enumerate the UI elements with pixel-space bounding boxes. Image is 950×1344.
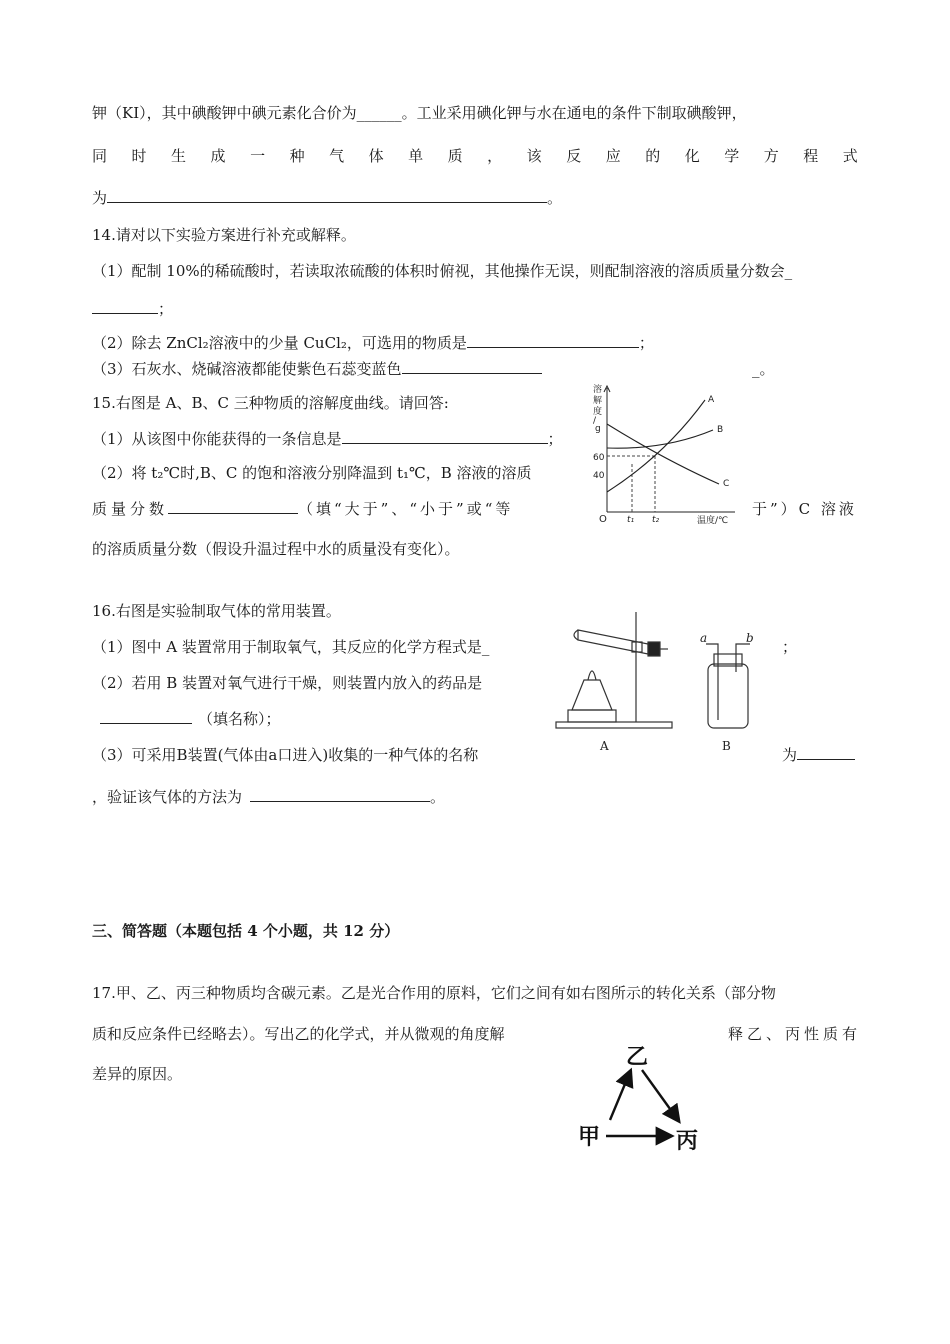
node-jia: 甲: [578, 1125, 601, 1150]
text: （2）除去 ZnCl₂溶液中的少量 CuCl₂，可选用的物质是: [92, 334, 467, 352]
spread-char: 同: [92, 147, 108, 165]
answer-blank[interactable]: [402, 358, 542, 374]
spread-char: 反: [566, 147, 582, 165]
ylabel-char: g: [595, 424, 601, 434]
q14-3-suffix: _。: [752, 360, 775, 378]
origin-label: O: [599, 514, 607, 525]
xlabel: 温度/℃: [697, 516, 729, 526]
text-line-3: [92, 187, 562, 208]
spread-char: 生: [171, 147, 187, 165]
q16-title: 16.右图是实验制取气体的常用装置。: [92, 602, 341, 620]
ylabel-char: 度: [593, 407, 603, 417]
text: 质量分数: [92, 500, 169, 518]
spread-char: 应: [605, 147, 621, 165]
q15-2a: （2）将 t₂℃时,B、C 的饱和溶液分别降温到 t₁℃，B 溶液的溶质: [92, 464, 532, 482]
answer-blank[interactable]: [168, 498, 298, 514]
answer-blank[interactable]: [107, 187, 547, 203]
label-a: A: [600, 739, 609, 753]
spread-char: 成: [210, 147, 226, 165]
text: 。: [430, 788, 446, 806]
flame: [588, 671, 596, 680]
spread-char: 一: [250, 147, 266, 165]
gas-apparatus-figure: [550, 602, 780, 762]
answer-blank[interactable]: [342, 428, 548, 444]
text: 。: [547, 189, 563, 207]
q17-a: 17.甲、乙、丙三种物质均含碳元素。乙是光合作用的原料，它们之间有如右图所示的转化关系（部分物: [92, 984, 776, 1002]
text: （3）石灰水、烧碱溶液都能使紫色石蕊变蓝色: [92, 360, 402, 378]
q16-1-suffix: ；: [782, 638, 798, 656]
answer-blank[interactable]: [797, 744, 855, 760]
curve-c: [607, 424, 719, 484]
text: 为: [782, 746, 798, 764]
gas-bottle: [708, 664, 748, 728]
port-b-label: b: [746, 631, 754, 645]
spread-char: 种: [289, 147, 305, 165]
q16-3-suffix: [782, 744, 855, 765]
label-b: B: [722, 739, 731, 753]
spread-char: 式: [842, 147, 858, 165]
arrow-jia-yi: [610, 1072, 630, 1120]
q16-3: （3）可采用B装置(气体由a口进入)收集的一种气体的名称: [92, 746, 479, 764]
spread-char: 化: [684, 147, 700, 165]
text: ，验证该气体的方法为: [92, 788, 243, 806]
arrow-yi-bing: [642, 1070, 678, 1120]
q16-2b: [92, 708, 281, 729]
text-line-1: 钾（KI），其中碘酸钾中碘元素化合价为______。工业采用碘化钾与水在通电的条件下制取碘酸钾，: [92, 104, 747, 122]
section-3-heading: 三、简答题（本题包括 4 个小题，共 12 分）: [92, 922, 400, 940]
spread-char: 学: [724, 147, 740, 165]
conversion-triangle: [576, 1040, 716, 1155]
spread-char: 质: [447, 147, 463, 165]
curve-label-c: C: [723, 479, 730, 489]
ylabel-char: 溶: [593, 385, 603, 395]
node-bing: 丙: [676, 1129, 699, 1154]
xtick-t1: t₁: [627, 515, 635, 525]
spread-char: 方: [763, 147, 779, 165]
text-line-2: [92, 145, 858, 166]
spread-char: 程: [803, 147, 819, 165]
text: （填名称）；: [198, 710, 281, 728]
q14-title: 14.请对以下实验方案进行补充或解释。: [92, 226, 356, 244]
stopper: [648, 642, 660, 656]
curve-b: [607, 430, 713, 448]
text: 为: [92, 189, 108, 207]
text: （1）从该图中你能获得的一条信息是: [92, 430, 342, 448]
curve-label-b: B: [717, 425, 724, 435]
spread-char: 体: [368, 147, 384, 165]
q17-c: 差异的原因。: [92, 1065, 183, 1083]
node-yi: 乙: [626, 1045, 649, 1070]
q15-2b-right: 于”）C 溶液: [752, 500, 857, 518]
ytick-60: 60: [593, 453, 605, 463]
xtick-t2: t₂: [652, 515, 660, 525]
q14-3: [92, 358, 542, 379]
ylabel-char: 解: [593, 396, 603, 406]
spread-char: 单: [408, 147, 424, 165]
alcohol-lamp: [572, 680, 612, 710]
text: （填“大于”、“小于”或“等: [298, 500, 514, 518]
q15-title: 15.右图是 A、B、C 三种物质的溶解度曲线。请回答:: [92, 394, 449, 412]
stand-base: [556, 722, 672, 728]
spread-char: 气: [329, 147, 345, 165]
answer-blank[interactable]: [250, 786, 430, 802]
answer-blank[interactable]: [467, 332, 639, 348]
q15-2c: 的溶质质量分数（假设升温过程中水的质量没有变化）。: [92, 540, 460, 558]
q17-b: 质和反应条件已经略去）。写出乙的化学式，并从微观的角度解: [92, 1025, 505, 1043]
solubility-chart: [585, 380, 745, 530]
q14-2: [92, 332, 654, 353]
spread-char: 该: [526, 147, 542, 165]
q16-1: （1）图中 A 装置常用于制取氧气，其反应的化学方程式是_: [92, 638, 490, 656]
port-a-label: a: [700, 631, 708, 645]
text: ；: [158, 300, 174, 318]
q15-2b: [92, 498, 513, 519]
lamp-base: [568, 710, 616, 722]
text: ；: [638, 334, 654, 352]
q15-1: [92, 428, 563, 449]
q14-1b: [92, 298, 173, 319]
answer-blank[interactable]: [100, 708, 192, 724]
ylabel-char: /: [593, 416, 597, 426]
q14-1a: （1）配制 10%的稀硫酸时，若读取浓硫酸的体积时俯视，其他操作无误，则配制溶液的溶质质量分数会_: [92, 262, 793, 280]
spread-char: 的: [645, 147, 661, 165]
curve-label-a: A: [708, 395, 715, 405]
answer-blank[interactable]: [92, 298, 158, 314]
q16-4: [92, 786, 445, 807]
spread-char: 时: [131, 147, 147, 165]
text: ；: [547, 430, 563, 448]
spread-char: ，: [487, 147, 503, 165]
q16-2: （2）若用 B 装置对氧气进行干燥，则装置内放入的药品是: [92, 674, 483, 692]
test-tube: [578, 630, 648, 654]
q17-b-right: 释乙、丙性质有: [728, 1025, 862, 1043]
ytick-40: 40: [593, 471, 605, 481]
